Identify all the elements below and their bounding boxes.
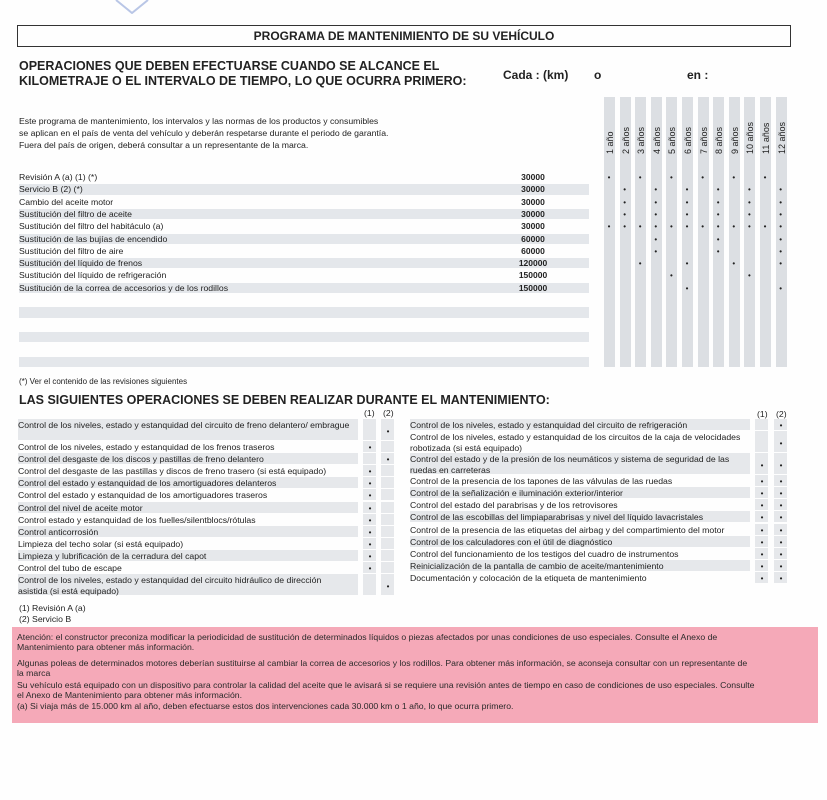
schedule-operation: Sustitución del filtro de aire (19, 245, 124, 256)
legend-servicio-b: (2) Servicio B (19, 614, 72, 624)
ops-mark-col1: • (368, 539, 372, 549)
schedule-mark: • (638, 173, 642, 182)
ops-mark-col1: • (368, 491, 372, 501)
intro-line-1: Este programa de mantenimiento, los intervalos y las normas de los productos y consumibles (19, 116, 379, 126)
schedule-operation: Revisión A (a) (1) (*) (19, 172, 98, 182)
schedule-mark: • (638, 259, 642, 269)
ops-item: Control del estado y de la presión de los neumáticos y sistema de seguridad de las ruedas en carreteras (410, 454, 730, 476)
ops-item: Reinicialización de la pantalla de cambio de aceite/mantenimiento (410, 560, 664, 571)
ops-mark-col1: • (760, 513, 764, 523)
schedule-mark: • (685, 222, 689, 232)
schedule-mark: • (779, 246, 782, 256)
schedule-km: 30000 (521, 208, 545, 219)
schedule-mark: • (623, 197, 626, 207)
schedule-operation: Cambio del aceite motor (19, 196, 114, 207)
ops-mark-col2: • (386, 455, 390, 465)
ops-mark-col1: • (760, 537, 764, 547)
ops-mark-col2: • (779, 461, 783, 471)
col-header-cada: Cada : (km) (503, 68, 569, 82)
ops-item: Control de los niveles, estado y estanquidad del circuito hidráulico de dirección asistida (si está equipado) (18, 575, 322, 597)
schedule-mark: • (701, 222, 704, 232)
schedule-mark: • (623, 222, 626, 232)
ops-col-shade (381, 477, 394, 488)
schedule-mark: • (779, 222, 782, 232)
schedule-mark: • (685, 197, 689, 207)
schedule-km: 150000 (518, 270, 548, 281)
schedule-mark: • (763, 173, 767, 182)
schedule-km: 30000 (521, 196, 545, 207)
ops-mark-col1: • (368, 564, 372, 573)
schedule-km: 30000 (521, 172, 545, 182)
schedule-mark: • (779, 197, 782, 207)
schedule-operation: Servicio B (2) (*) (19, 184, 83, 195)
ops-item: Control del funcionamiento de los testigos del cuadro de instrumentos (410, 548, 679, 559)
ops-mark-col2: • (779, 537, 783, 547)
year-label: 6 años (683, 126, 693, 154)
schedule-mark: • (732, 173, 736, 182)
year-label: 10 años (745, 121, 756, 154)
ops-mark-col1: • (760, 561, 764, 571)
schedule-mark: • (638, 222, 642, 232)
legend-revision-a: (1) Revisión A (a) (19, 603, 86, 613)
ops-item: Control de las escobillas del limpiaparabrisas y nivel del líquido lavacristales (410, 512, 704, 523)
ops-mark-col2: • (779, 421, 783, 430)
right-col1-label: (1) (757, 409, 768, 419)
schedule-mark: • (747, 185, 751, 195)
ops-mark-col2: • (779, 513, 783, 523)
schedule-mark: • (779, 234, 782, 244)
schedule-mark: • (669, 222, 673, 232)
ops-col-shade (381, 489, 394, 500)
ops-item: Control de la presencia de las etiquetas del airbag y del compartimiento del motor (410, 524, 725, 535)
row-stripe (19, 357, 589, 367)
ops-mark-col1: • (368, 443, 372, 452)
ops-mark-col1: • (368, 467, 372, 477)
schedule-operation: Sustitución del líquido de frenos (19, 258, 143, 269)
ops-mark-col2: • (779, 549, 783, 559)
intro-line-3: Fuera del país de origen, deberá consultar a un representante de la marca. (19, 140, 309, 150)
schedule-km: 60000 (521, 245, 545, 256)
schedule-operation: Sustitución del líquido de refrigeración (19, 270, 167, 281)
ops-mark-col2: • (779, 573, 783, 583)
year-label: 7 años (698, 126, 709, 154)
schedule-mark: • (701, 173, 704, 182)
ops-item: Documentación y colocación de la etiqueta de mantenimiento (410, 572, 647, 583)
ops-col-shade (381, 550, 394, 561)
ops-mark-col2: • (779, 561, 783, 571)
schedule-operation: Sustitución del filtro de aceite (19, 208, 133, 219)
ops-mark-col1: • (368, 479, 372, 489)
ops-item: Control del desgaste de las pastillas y discos de freno trasero (si está equipado) (18, 466, 327, 477)
schedule-mark: • (716, 197, 720, 207)
ops-mark-col2: • (779, 489, 783, 499)
schedule-operation: Sustitución de las bujías de encendido (19, 233, 168, 244)
ops-item: Control de los niveles, estado y estanquidad de los frenos traseros (18, 442, 275, 452)
ops-mark-col1: • (760, 549, 764, 559)
year-label: 4 años (651, 126, 662, 154)
ops-mark-col1: • (760, 525, 764, 535)
notice-line: Algunas poleas de determinados motores deberían sustituirse al cambiar la correa de accesorios y los rodillos. Para obtener más información, se aconseja consultar con un representante de (17, 658, 748, 668)
ops-mark-col2: • (779, 501, 783, 511)
schedule-mark: • (654, 185, 658, 195)
notice-line: Mantenimiento para obtener más información. (17, 642, 195, 652)
ops-item: Control del estado y estanquidad de los amortiguadores traseros (18, 490, 268, 501)
heading-during-maintenance: LAS SIGUIENTES OPERACIONES SE DEBEN REALIZAR DURANTE EL MANTENIMIENTO: (19, 393, 550, 407)
heading-operations-line2: KILOMETRAJE O EL INTERVALO DE TIEMPO, LO QUE OCURRA PRIMERO: (19, 74, 467, 88)
ops-item: Control de la señalización e iluminación exterior/interior (410, 488, 623, 499)
heading-operations-line1: OPERACIONES QUE DEBEN EFECTUARSE CUANDO SE ALCANCE EL (19, 59, 440, 73)
year-label: 8 años (714, 126, 725, 154)
ops-item: Control del desgaste de los discos y pastillas de freno delantero (18, 454, 264, 465)
schedule-mark: • (654, 246, 658, 256)
ops-item: Limpieza y lubrificación de la cerradura del capot (18, 550, 207, 561)
schedule-mark: • (685, 185, 689, 195)
schedule-mark: • (685, 283, 689, 293)
schedule-mark: • (716, 222, 720, 232)
ops-item: Control de la presencia de los tapones de las válvulas de las ruedas (410, 476, 673, 487)
ops-col-shade (381, 465, 394, 476)
schedule-mark: • (747, 222, 751, 232)
year-label: 3 años (636, 126, 647, 154)
schedule-mark: • (779, 209, 782, 219)
schedule-operation: Sustitución de la correa de accesorios y de los rodillos (19, 282, 229, 293)
ops-item: Control de los niveles, estado y estanquidad de los circuitos de la caja de velocidades robotizada (si está equipado) (410, 432, 741, 454)
schedule-km: 120000 (518, 258, 548, 269)
schedule-km: 60000 (521, 233, 545, 244)
schedule-mark: • (607, 222, 611, 232)
schedule-mark: • (779, 185, 782, 195)
notice-line: Su vehículo está equipado con un dispositivo para controlar la calidad del aceite que le avisará si se requiere una revisión antes de tiempo en caso de condiciones de uso especiales. Consulte (17, 680, 755, 690)
ops-item: Limpieza del techo solar (si está equipado) (18, 538, 184, 549)
schedule-mark: • (716, 234, 720, 244)
ops-item: Control del tubo de escape (18, 563, 122, 573)
schedule-mark: • (716, 246, 720, 256)
ops-mark-col2: • (386, 582, 390, 592)
left-col2-label: (2) (383, 408, 394, 418)
schedule-mark: • (747, 209, 751, 219)
ops-item: Control del estado del parabrisas y de los retrovisores (410, 500, 618, 511)
schedule-mark: • (685, 209, 689, 219)
intro-line-2: se aplican en el país de venta del vehículo y deberán respetarse durante el periodo de garantía. (19, 128, 389, 138)
ops-item: Control de los niveles, estado y estanquidad del circuito de freno delantero/ embrague (18, 420, 350, 430)
footnote-star: (*) Ver el contenido de las revisiones siguientes (19, 377, 188, 386)
notice-line: el Anexo de Mantenimiento para obtener más información. (17, 690, 243, 700)
schedule-mark: • (654, 197, 658, 207)
schedule-mark: • (669, 271, 673, 281)
schedule-mark: • (779, 283, 782, 293)
ops-item: Control anticorrosión (18, 526, 99, 537)
page-title: PROGRAMA DE MANTENIMIENTO DE SU VEHÍCULO (17, 25, 791, 47)
year-label: 1 año (605, 131, 615, 154)
schedule-mark: • (654, 234, 658, 244)
col-header-o: o (594, 68, 602, 82)
schedule-km: 150000 (518, 282, 548, 293)
row-stripe (19, 307, 589, 317)
ops-mark-col1: • (368, 527, 372, 537)
schedule-mark: • (779, 259, 782, 269)
year-label: 5 años (667, 126, 678, 154)
ops-col-shade (755, 431, 768, 452)
schedule-mark: • (669, 173, 673, 182)
year-label: 9 años (729, 126, 740, 154)
ops-item: Control de los niveles, estado y estanquidad del circuito de refrigeración (410, 420, 688, 430)
ops-item: Control estado y estanquidad de los fuelles/silentblocs/rótulas (18, 514, 256, 525)
ops-col-shade (381, 526, 394, 537)
brand-logo-fragment (112, 0, 152, 14)
schedule-km: 30000 (521, 221, 545, 232)
notice-line: Atención: el constructor preconiza modificar la periodicidad de sustitución de determinados líquidos o piezas afectados por unas condiciones de uso especiales. Consulte el Anexo de (17, 632, 718, 642)
schedule-mark: • (654, 222, 658, 232)
ops-col-shade (381, 514, 394, 525)
schedule-operation: Sustitución del filtro del habitáculo (a) (19, 221, 164, 232)
ops-item: Control de los calculadores con el útil de diagnóstico (410, 536, 613, 547)
ops-mark-col1: • (760, 489, 764, 499)
right-col2-label: (2) (776, 409, 787, 419)
ops-col-shade (363, 419, 376, 440)
ops-mark-col2: • (386, 427, 390, 436)
ops-mark-col1: • (760, 477, 764, 487)
ops-col-shade (755, 419, 768, 430)
ops-mark-col2: • (779, 477, 783, 487)
ops-col-shade (381, 538, 394, 549)
ops-mark-col1: • (760, 501, 764, 511)
ops-col-shade (363, 453, 376, 464)
schedule-mark: • (747, 197, 751, 207)
schedule-mark: • (716, 185, 720, 195)
schedule-mark: • (607, 173, 611, 182)
ops-mark-col1: • (760, 573, 764, 583)
notice-box (12, 627, 818, 723)
ops-mark-col2: • (779, 525, 783, 535)
ops-mark-col1: • (368, 551, 372, 561)
schedule-mark: • (685, 259, 689, 269)
ops-item: Control del nivel de aceite motor (18, 502, 143, 513)
col-header-en: en : (687, 68, 709, 82)
ops-col-shade (381, 502, 394, 513)
schedule-mark: • (654, 209, 658, 219)
row-stripe (19, 332, 589, 342)
left-col1-label: (1) (364, 408, 375, 418)
schedule-mark: • (732, 222, 736, 232)
year-label: 12 años (776, 121, 787, 154)
ops-mark-col2: • (779, 439, 783, 449)
schedule-mark: • (763, 222, 767, 232)
notice-line: (a) Si viaja más de 15.000 km al año, deben efectuarse estos dos intervenciones cada 30.000 km o 1 año, lo que ocurra primero. (17, 701, 514, 711)
ops-mark-col1: • (368, 503, 372, 513)
year-label: 11 años (761, 122, 771, 154)
schedule-mark: • (623, 185, 626, 195)
ops-item: Control del estado y estanquidad de los amortiguadores delanteros (18, 478, 277, 489)
ops-mark-col1: • (368, 515, 372, 525)
schedule-mark: • (623, 209, 626, 219)
schedule-km: 30000 (521, 184, 545, 195)
ops-col-shade (381, 562, 394, 573)
schedule-mark: • (716, 209, 720, 219)
schedule-mark: • (747, 271, 751, 281)
ops-col-shade (363, 574, 376, 595)
ops-col-shade (381, 441, 394, 452)
notice-line: la marca (17, 668, 51, 678)
year-label: 2 años (620, 126, 631, 154)
schedule-mark: • (732, 259, 736, 269)
ops-mark-col1: • (760, 461, 764, 471)
